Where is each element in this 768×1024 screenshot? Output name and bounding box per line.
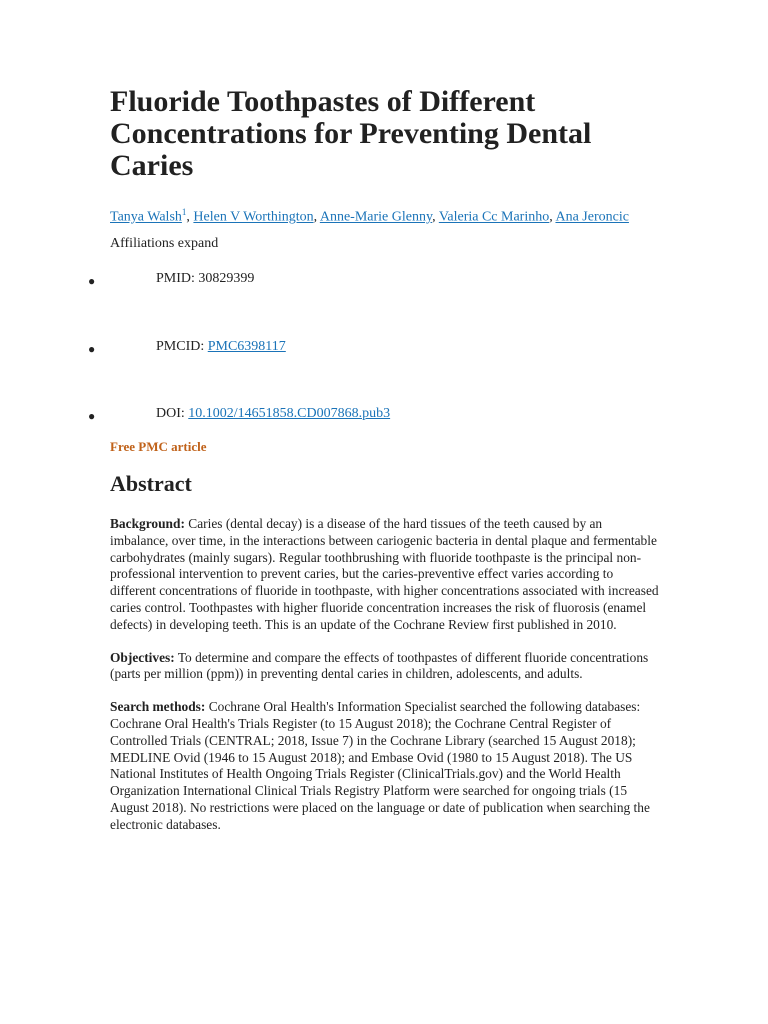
section-label: Objectives: bbox=[110, 649, 175, 665]
article-title: Fluoride Toothpastes of Different Concentrations for Preventing Dental Caries bbox=[110, 85, 592, 182]
author-separator: , bbox=[186, 209, 194, 225]
abstract-body bbox=[110, 516, 662, 850]
author-link[interactable]: Tanya Walsh bbox=[110, 209, 182, 225]
abstract-section-search-methods bbox=[110, 699, 662, 833]
author-separator: , bbox=[313, 209, 320, 225]
section-text: Cochrane Oral Health's Information Specialist searched the following databases: Cochrane Oral Health's Trials Register (to 15 August 2018); the Cochrane Central Register of Controlled Trials (CENTRAL; 2018, Issue 7) in the Cochrane Library (searched 15 August 2018); MEDLINE Ovid (1946 to 15 August 2018); and Embase Ovid (1980 to 15 August 2018). The US National Institutes of Health Ongoing Trials Register (ClinicalTrials.gov) and the World Health Organization International Clinical Trials Registry Platform were searched for ongoing trials (15 August 2018). No restrictions were placed on the language or date of publication when searching the electronic databases. bbox=[110, 699, 650, 832]
doi-link[interactable]: 10.1002/14651858.CD007868.pub3 bbox=[188, 406, 391, 421]
pmid-value: 30829399 bbox=[198, 271, 255, 286]
bullet-icon: ● bbox=[88, 409, 96, 423]
section-text: Caries (dental decay) is a disease of the hard tissues of the teeth caused by an imbalance, over time, in the interactions between cariogenic bacteria in dental plaque and fermentable carbohydrates (mainly sugars). Regular toothbrushing with fluoride toothpaste is the principal non-professional intervention to prevent caries, but the caries-preventive effect varies according to different concentrations of fluoride in toothpaste, with higher concentrations associated with increased caries control. Toothpastes with higher fluoride concentration increases the risk of fluorosis (enamel defects) in developing teeth. This is an update of the Cochrane Review first published in 2010. bbox=[110, 516, 659, 632]
identifier-text bbox=[156, 406, 390, 422]
abstract-heading: Abstract bbox=[110, 471, 192, 496]
author-affiliation-sup[interactable]: 1 bbox=[181, 207, 187, 217]
bullet-icon: ● bbox=[88, 342, 96, 356]
abstract-section-objectives bbox=[110, 650, 662, 684]
affiliations-toggle[interactable]: Affiliations expand bbox=[110, 236, 219, 251]
author-link[interactable]: Helen V Worthington bbox=[193, 209, 314, 225]
author-list bbox=[110, 204, 658, 226]
author-link[interactable]: Ana Jeroncic bbox=[555, 209, 629, 225]
author-separator: , bbox=[549, 209, 556, 225]
identifier-text bbox=[156, 339, 286, 355]
section-label: Background: bbox=[110, 516, 185, 531]
section-label: Search methods: bbox=[110, 699, 206, 715]
identifier-label: PMCID: bbox=[156, 339, 208, 354]
bullet-icon: ● bbox=[88, 274, 96, 288]
identifier-text bbox=[156, 271, 254, 287]
author-link[interactable]: Anne-Marie Glenny bbox=[319, 209, 433, 225]
author-separator: , bbox=[432, 209, 439, 225]
section-text: To determine and compare the effects of toothpastes of different fluoride concentrations (parts per million (ppm)) in preventing dental caries in children, adolescents, and adults. bbox=[110, 649, 649, 682]
author-link[interactable]: Valeria Cc Marinho bbox=[438, 209, 550, 225]
abstract-section-background bbox=[110, 516, 662, 634]
identifier-label: DOI: bbox=[156, 406, 189, 421]
pmcid-link[interactable]: PMC6398117 bbox=[207, 339, 286, 354]
free-pmc-badge: Free PMC article bbox=[110, 439, 207, 454]
identifier-label: PMID: bbox=[156, 271, 199, 286]
